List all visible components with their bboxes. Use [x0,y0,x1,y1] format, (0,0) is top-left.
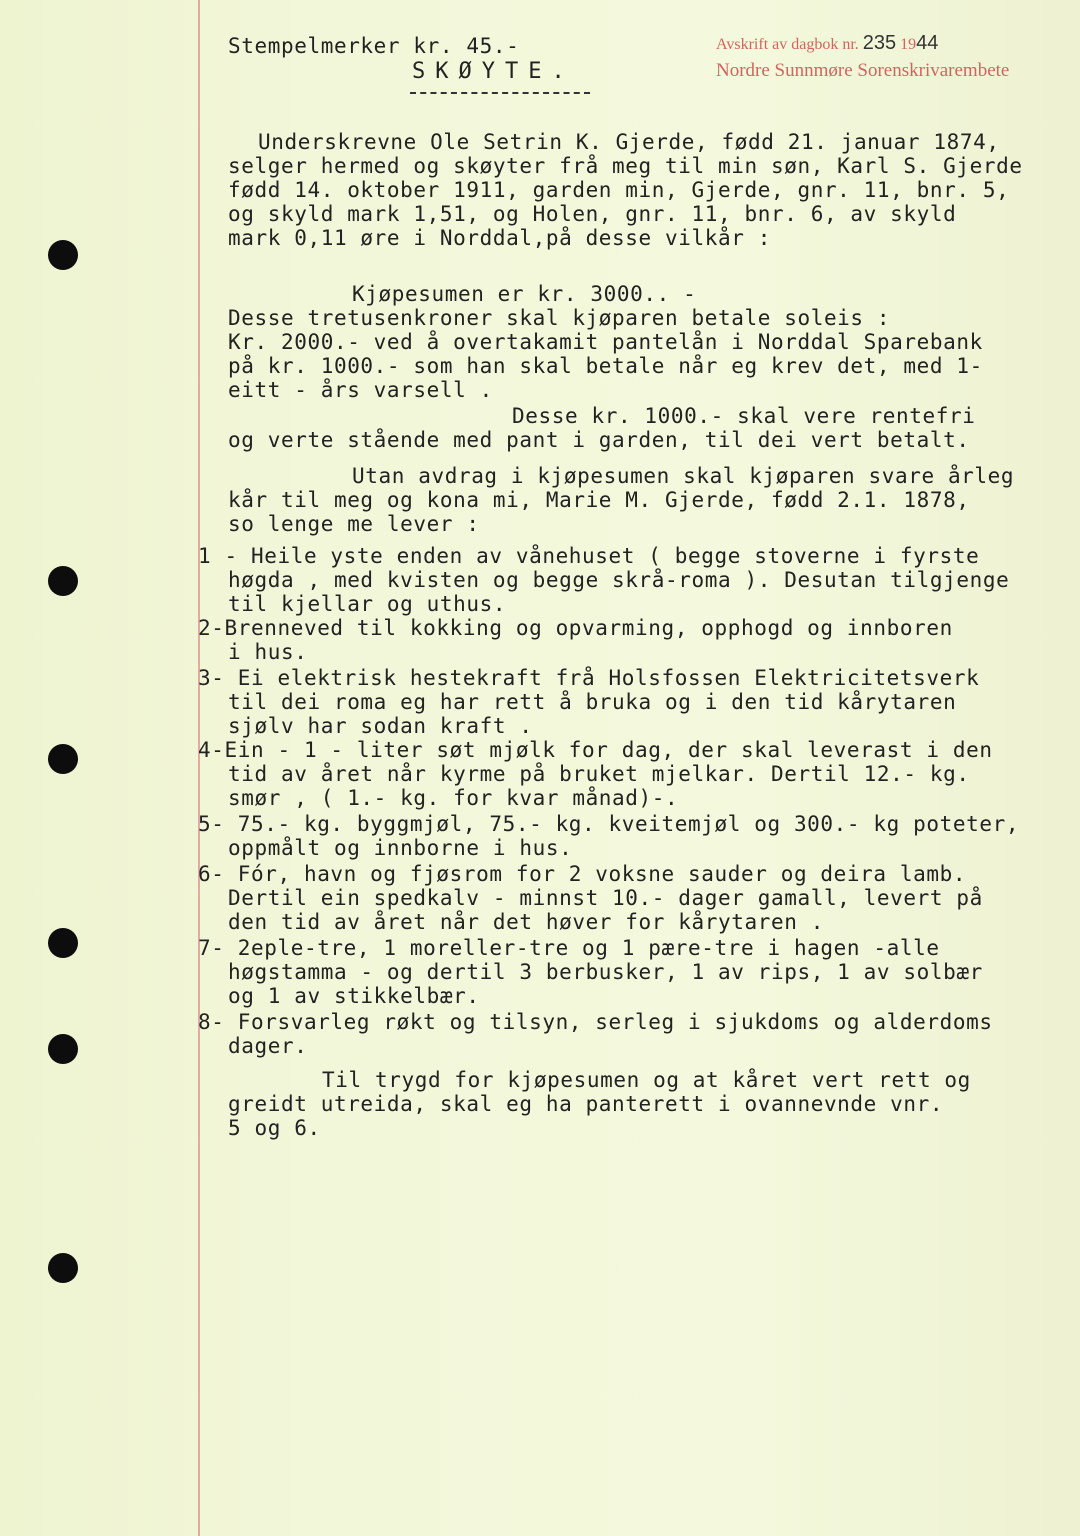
body-line: 8- Forsvarleg røkt og tilsyn, serleg i sjukdoms og alderdoms [198,1010,993,1034]
body-line: og skyld mark 1,51, og Holen, gnr. 11, bnr. 6, av skyld [228,202,957,226]
body-line: 7- 2eple-tre, 1 moreller-tre og 1 pære-tre i hagen -alle [198,936,940,960]
office-stamp: Nordre Sunnmøre Sorenskrivarembete [716,60,1010,81]
body-line: den tid av året når det høver for kårytaren . [228,910,824,934]
body-line: på kr. 1000.- som han skal betale når eg krev det, med 1- [228,354,983,378]
registry-stamp [716,32,938,55]
body-line: greidt utreida, skal eg ha panterett i ovannevnde vnr. [228,1092,944,1116]
body-line: høgstamma - og dertil 3 berbusker, 1 av rips, 1 av solbær [228,960,983,984]
stamp-duty-line: Stempelmerker kr. 45.- [228,34,520,58]
body-line: mark 0,11 øre i Norddal,på desse vilkår : [228,226,771,250]
stamp-number: 235 [862,32,897,54]
body-line: 1 - Heile yste enden av vånehuset ( begge stoverne i fyrste [198,544,980,568]
body-line: dager. [228,1034,308,1058]
body-line: Desse kr. 1000.- skal vere rentefri [512,404,976,428]
body-line: 5- 75.- kg. byggmjøl, 75.- kg. kveitemjøl og 300.- kg poteter, [198,812,1020,836]
body-line: Til trygd for kjøpesumen og at kåret vert rett og [322,1068,971,1092]
body-line: Utan avdrag i kjøpesumen skal kjøparen svare årleg [352,464,1015,488]
body-line: so lenge me lever : [228,512,480,536]
binder-hole-6 [48,1253,78,1283]
body-line: tid av året når kyrme på bruket mjelkar. Dertil 12.- kg. [228,762,970,786]
stamp-prefix: Avskrift av dagbok nr. [716,36,859,53]
body-line: sjølv har sodan kraft . [228,714,533,738]
body-line: Dertil ein spedkalv - minnst 10.- dager gamall, levert på [228,886,983,910]
stamp-year-prefix: 19 [900,36,917,53]
body-line: Underskrevne Ole Setrin K. Gjerde, fødd 21. januar 1874, [258,130,1000,154]
binder-hole-4 [48,928,78,958]
body-line: kår til meg og kona mi, Marie M. Gjerde, fødd 2.1. 1878, [228,488,970,512]
body-line: Kjøpesumen er kr. 3000.. - [352,282,697,306]
body-line: 2-Brenneved til kokking og opvarming, opphogd og innboren [198,616,953,640]
binder-hole-2 [48,566,78,596]
body-line: 4-Ein - 1 - liter søt mjølk for dag, der skal leverast i den [198,738,993,762]
binder-hole-5 [48,1034,78,1064]
body-line: 6- Fór, havn og fjøsrom for 2 voksne sauder og deira lamb. [198,862,967,886]
document-title: SKØYTE. [412,59,575,84]
body-line: i hus. [228,640,308,664]
body-line: smør , ( 1.- kg. for kvar månad)-. [228,786,679,810]
body-line: eitt - års varsell . [228,378,493,402]
body-line: og verte stående med pant i garden, til dei vert betalt. [228,428,970,452]
body-line: fødd 14. oktober 1911, garden min, Gjerde, gnr. 11, bnr. 5, [228,178,1010,202]
body-line: Kr. 2000.- ved å overtakamit pantelån i Norddal Sparebank [228,330,983,354]
body-line: 5 og 6. [228,1116,321,1140]
body-line: oppmålt og innborne i hus. [228,836,573,860]
stamp-year-suffix: 44 [916,32,939,54]
body-line: høgda , med kvisten og begge skrå-roma ). Desutan tilgjenge [228,568,1010,592]
binder-hole-3 [48,744,78,774]
binder-hole-1 [48,240,78,270]
margin-rule [198,0,200,1536]
body-line: til kjellar og uthus. [228,592,507,616]
body-line: og 1 av stikkelbær. [228,984,480,1008]
title-underline [410,92,590,94]
body-line: 3- Ei elektrisk hestekraft frå Holsfossen Elektricitetsverk [198,666,980,690]
body-line: selger hermed og skøyter frå meg til min søn, Karl S. Gjerde [228,154,1023,178]
body-line: Desse tretusenkroner skal kjøparen betale soleis : [228,306,891,330]
body-line: til dei roma eg har rett å bruka og i den tid kårytaren [228,690,957,714]
